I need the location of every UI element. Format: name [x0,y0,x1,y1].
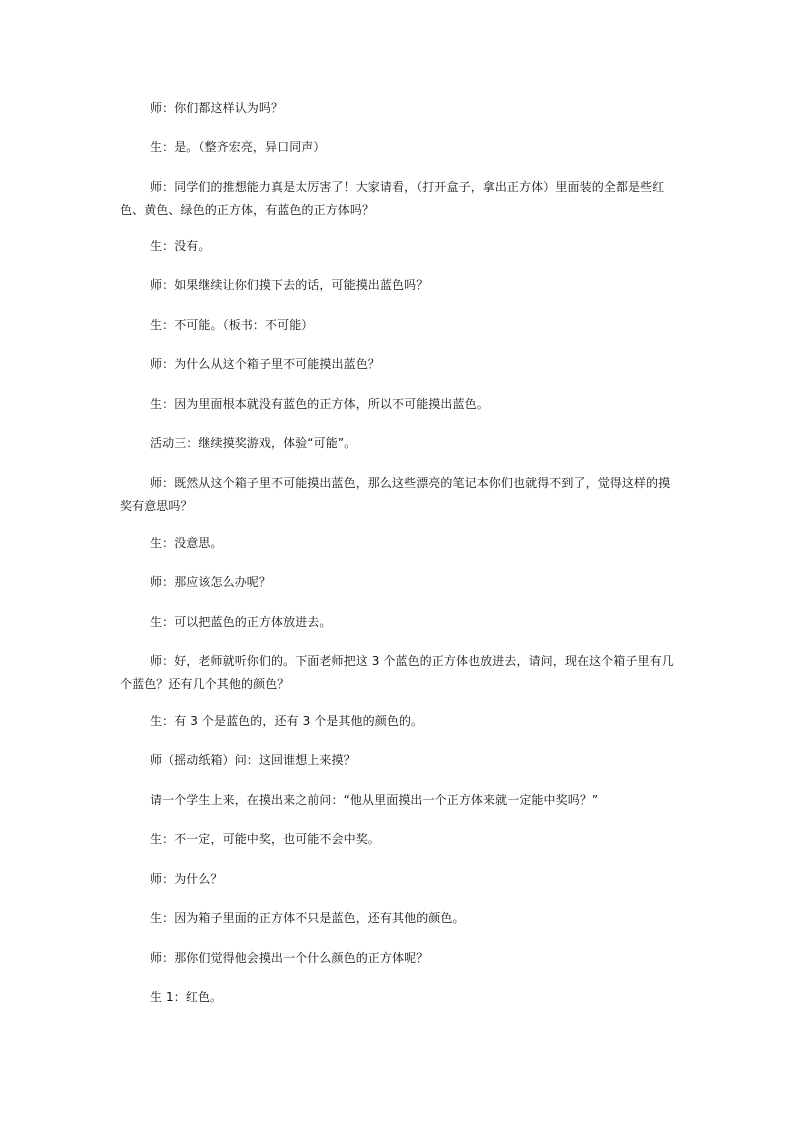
paragraph [120,947,680,970]
paragraph [120,571,680,594]
paragraph [120,432,680,455]
paragraph [120,136,680,159]
paragraph-text: 师：好，老师就听你们的。下面老师把这 3 个蓝色的正方体也放进去，请问，现在这个箱子里有几个蓝色？还有几个其他的颜色？ [120,654,674,691]
paragraph [120,472,680,518]
paragraph-text: 师：为什么从这个箱子里不可能摸出蓝色？ [150,357,380,371]
paragraph [120,986,680,1009]
paragraph [120,789,680,812]
paragraph-text: 生：是。（整齐宏亮，异口同声） [150,140,326,154]
paragraph-text: 师：你们都这样认为吗？ [150,101,284,115]
paragraph-text: 生：没意思。 [150,536,223,550]
paragraph-text: 师：为什么？ [150,872,223,886]
paragraph [120,274,680,297]
paragraph-text: 生 1：红色。 [150,990,223,1004]
paragraph [120,176,680,222]
paragraph [120,97,680,120]
paragraph-text: 生：因为里面根本就没有蓝色的正方体，所以不可能摸出蓝色。 [150,397,489,411]
paragraph-text: 活动三：继续摸奖游戏，体验“可能”。 [150,436,357,450]
paragraph-text: 师（摇动纸箱）问：这回谁想上来摸？ [150,753,356,767]
paragraph [120,532,680,555]
paragraph-text: 师：既然从这个箱子里不可能摸出蓝色，那么这些漂亮的笔记本你们也就得不到了，觉得这样的摸奖有意思吗？ [120,476,671,513]
paragraph-text: 生：可以把蓝色的正方体放进去。 [150,615,332,629]
paragraph-text: 师：同学们的推想能力真是太厉害了！大家请看，（打开盒子，拿出正方体）里面装的全都是些红色、黄色、绿色的正方体，有蓝色的正方体吗？ [120,180,665,217]
paragraph-text: 请一个学生上来，在摸出来之前问：“他从里面摸出一个正方体来就一定能中奖吗？” [150,793,599,807]
paragraph [120,393,680,416]
paragraph [120,353,680,376]
paragraph-text: 师：如果继续让你们摸下去的话，可能摸出蓝色吗？ [150,278,429,292]
paragraph [120,749,680,772]
paragraph-text: 生：有 3 个是蓝色的，还有 3 个是其他的颜色的。 [150,714,424,728]
paragraph [120,650,680,696]
paragraph-text: 生：没有。 [150,239,211,253]
paragraph-text: 师：那你们觉得他会摸出一个什么颜色的正方体呢？ [150,951,429,965]
paragraph-text: 生：不一定，可能中奖，也可能不会中奖。 [150,832,380,846]
paragraph [120,828,680,851]
paragraph [120,868,680,891]
paragraph [120,907,680,930]
paragraph-text: 师：那应该怎么办呢？ [150,575,272,589]
paragraph-text: 生：因为箱子里面的正方体不只是蓝色，还有其他的颜色。 [150,911,465,925]
paragraph [120,710,680,733]
paragraph [120,611,680,634]
paragraph-text: 生：不可能。（板书：不可能） [150,318,314,332]
paragraph [120,314,680,337]
paragraph [120,235,680,258]
